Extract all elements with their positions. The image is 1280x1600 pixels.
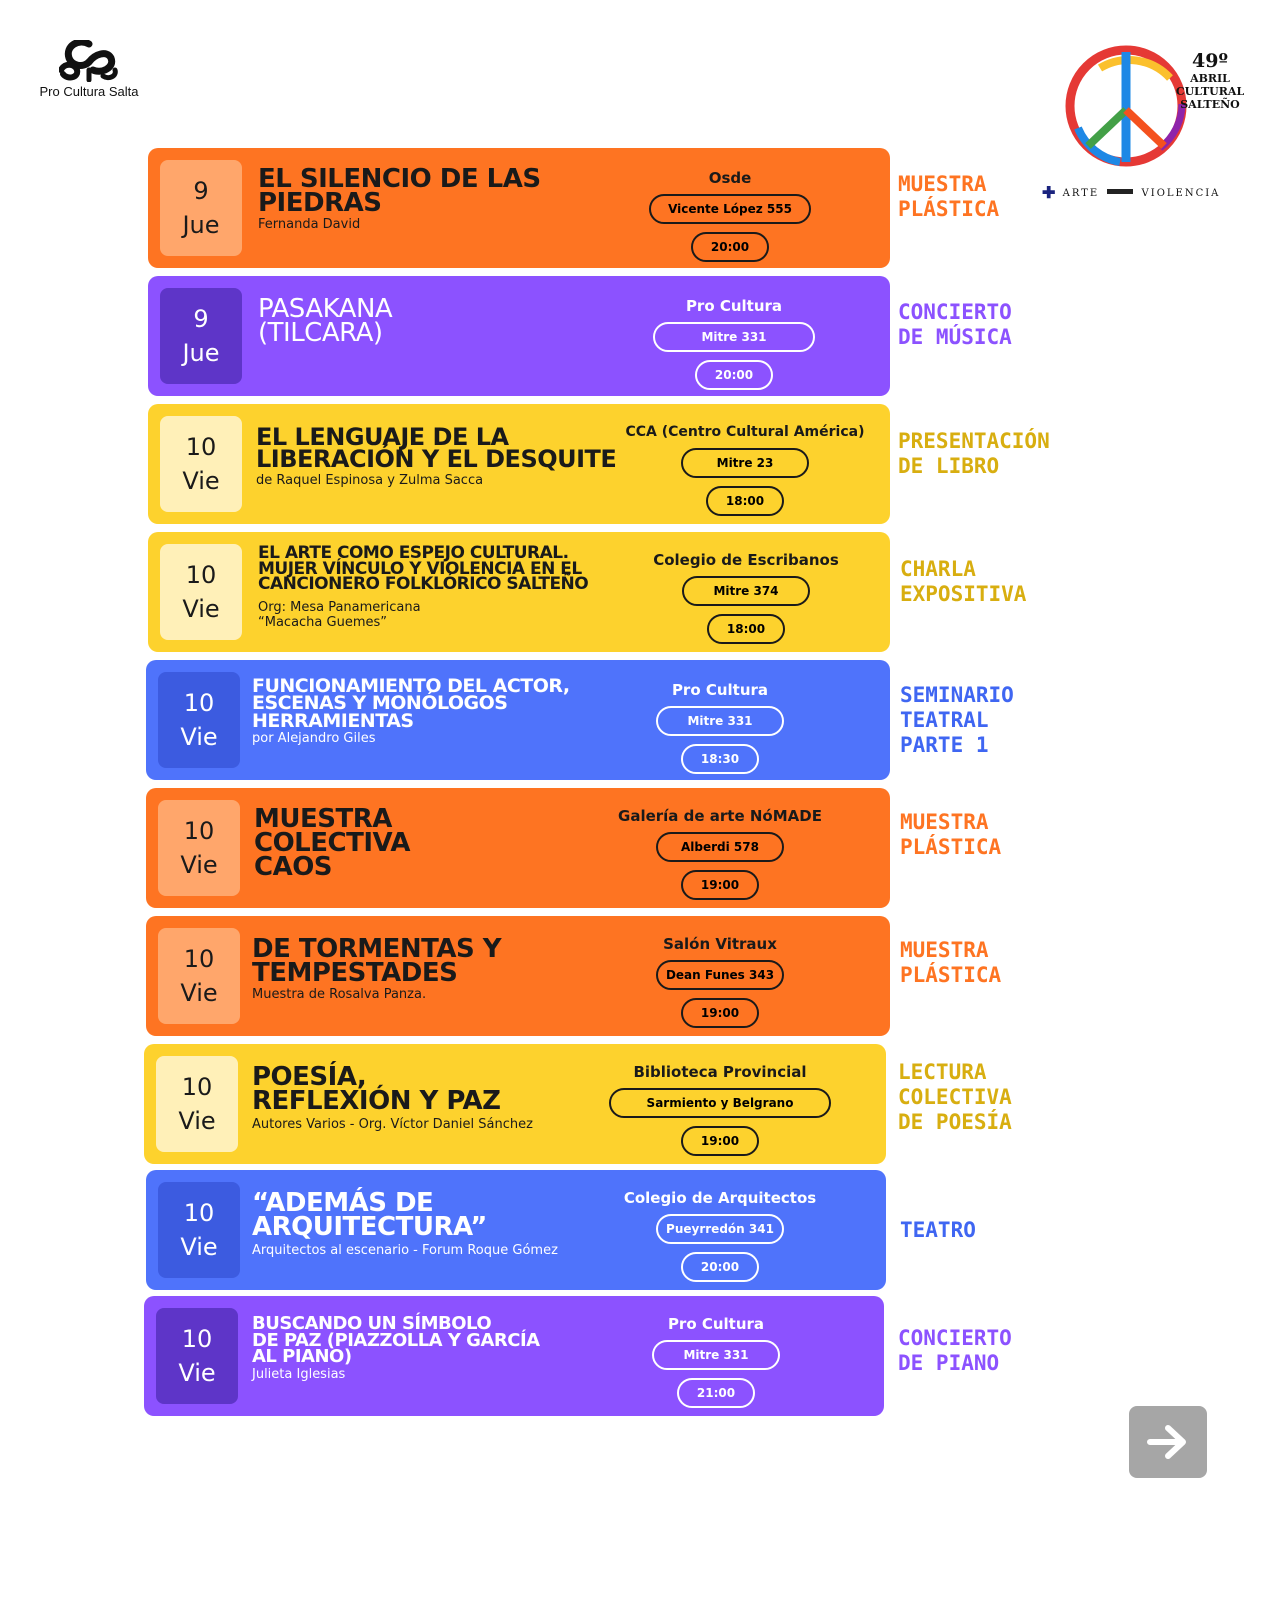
event-venue: Osde [708,169,752,187]
pro-cultura-logo [34,40,144,99]
event-day: 10 [183,689,215,717]
event-address: Alberdi 578 [656,832,784,862]
event-date [158,928,240,1024]
abril-cultural-badge [1042,38,1260,208]
event-time: 18:30 [681,744,759,774]
event-venue: Galería de arte NóMADE [618,807,822,825]
event-subtitle: Fernanda David [258,216,361,232]
event-time: 20:00 [681,1252,759,1282]
event-card[interactable] [146,916,890,1036]
event-day: 10 [185,433,217,461]
event-subtitle: Arquitectos al escenario - Forum Roque Gómez [252,1242,558,1258]
event-category: PRESENTACIÓN DE LIBRO [898,429,1050,478]
event-venue: Colegio de Arquitectos [623,1189,817,1207]
next-button[interactable] [1129,1406,1207,1478]
event-day: 9 [193,177,209,205]
event-day: 10 [183,1199,215,1227]
event-subtitle: por Alejandro Giles [252,731,376,747]
event-venue: Pro Cultura [667,1315,765,1333]
event-venue: Colegio de Escribanos [653,551,839,569]
event-time: 18:00 [707,614,785,644]
event-title: EL SILENCIO DE LAS PIEDRAS [258,164,541,218]
event-title: BUSCANDO UN SÍMBOLO DE PAZ (PIAZZOLLA Y GARCÍA AL PIANO) [252,1313,540,1368]
event-address: Pueyrredón 341 [656,1214,784,1244]
event-weekday: Vie [180,723,218,751]
event-category: TEATRO [900,1218,976,1242]
event-day: 10 [183,817,215,845]
event-address: Mitre 331 [653,322,815,352]
event-date [160,160,242,256]
event-title: EL LENGUAJE DE LA LIBERACIÓN Y EL DESQUITE [256,423,617,474]
event-weekday: Vie [180,1233,218,1261]
event-time: 19:00 [681,998,759,1028]
event-subtitle: de Raquel Espinosa y Zulma Sacca [256,473,484,489]
org-name: Pro Cultura Salta [39,84,139,99]
badge-slogan-left: ARTE [1062,188,1100,199]
event-card[interactable] [146,788,890,908]
event-card[interactable] [144,1044,886,1164]
event-subtitle: Autores Varios - Org. Víctor Daniel Sánchez [252,1116,533,1132]
event-subtitle: Julieta Iglesias [252,1366,346,1382]
event-card[interactable] [146,1170,886,1290]
event-category: CONCIERTO DE MÚSICA [898,300,1012,349]
event-title: DE TORMENTAS Y TEMPESTADES [252,934,502,988]
event-date [158,672,240,768]
event-card[interactable] [148,276,890,396]
event-title: PASAKANA (TILCARA) [258,294,393,348]
badge-slogan [1042,183,1262,202]
event-time: 20:00 [691,232,769,262]
badge-title: ABRIL CULTURAL SALTEÑO [1175,72,1245,111]
event-time: 20:00 [695,360,773,390]
event-venue: Pro Cultura [685,297,783,315]
event-date [158,1182,240,1278]
event-address: Sarmiento y Belgrano [609,1088,831,1118]
event-category: LECTURA COLECTIVA DE POESÍA [898,1060,1012,1134]
event-card[interactable] [146,660,890,780]
event-time: 19:00 [681,1126,759,1156]
event-weekday: Vie [178,1359,216,1387]
event-date [158,800,240,896]
event-weekday: Vie [182,467,220,495]
plus-icon: ✚ [1042,183,1058,202]
event-weekday: Vie [178,1107,216,1135]
pro-cultura-logo-mark [59,40,119,82]
event-card[interactable] [148,532,890,652]
event-time: 18:00 [706,486,784,516]
event-day: 9 [193,305,209,333]
event-title: “ADEMÁS DE ARQUITECTURA” [252,1188,487,1242]
event-weekday: Jue [182,339,220,367]
event-venue: Biblioteca Provincial [633,1063,807,1081]
event-weekday: Vie [180,851,218,879]
event-title: EL ARTE COMO ESPEJO CULTURAL. MUJER VÍNCULO Y VIOLENCIA EN EL CANCIONERO FOLKLÓRICO SALTEÑO [258,543,589,595]
event-venue: Pro Cultura [671,681,769,699]
event-date [160,416,242,512]
event-subtitle: Muestra de Rosalva Panza. [252,986,427,1002]
event-day: 10 [185,561,217,589]
event-time: 19:00 [681,870,759,900]
event-weekday: Vie [182,595,220,623]
event-date [160,288,242,384]
event-weekday: Vie [180,979,218,1007]
event-category: SEMINARIO TEATRAL PARTE 1 [900,683,1014,757]
arrow-right-icon [1146,1422,1190,1462]
event-category: CONCIERTO DE PIANO [898,1326,1012,1375]
event-card[interactable] [148,404,890,524]
event-category: CHARLA EXPOSITIVA [900,557,1027,606]
event-day: 10 [183,945,215,973]
event-venue: CCA (Centro Cultural América) [625,424,865,440]
event-address: Mitre 331 [652,1340,780,1370]
event-day: 10 [181,1325,213,1353]
event-address: Vicente López 555 [649,194,811,224]
event-address: Mitre 331 [656,706,784,736]
event-title: POESÍA, REFLEXIÓN Y PAZ [252,1062,501,1116]
event-category: MUESTRA PLÁSTICA [900,938,1002,987]
event-time: 21:00 [677,1378,755,1408]
event-card[interactable] [144,1296,884,1416]
edition-number: 49º [1192,50,1228,72]
minus-icon [1107,189,1133,194]
badge-slogan-right: VIOLENCIA [1141,188,1221,199]
event-weekday: Jue [182,211,220,239]
event-date [156,1308,238,1404]
event-date [160,544,242,640]
event-venue: Salón Vitraux [663,935,777,953]
event-category: MUESTRA PLÁSTICA [900,810,1002,859]
event-title: FUNCIONAMIENTO DEL ACTOR, ESCENAS Y MONÓLOGOS HERRAMIENTAS [252,675,570,732]
event-address: Mitre 23 [681,448,809,478]
event-date [156,1056,238,1152]
event-address: Dean Funes 343 [656,960,784,990]
event-address: Mitre 374 [682,576,810,606]
event-day: 10 [181,1073,213,1101]
event-card[interactable] [148,148,890,268]
event-title: MUESTRA COLECTIVA CAOS [254,804,410,882]
event-subtitle: Org: Mesa Panamericana “Macacha Guemes” [258,599,421,630]
event-category: MUESTRA PLÁSTICA [898,172,1000,221]
